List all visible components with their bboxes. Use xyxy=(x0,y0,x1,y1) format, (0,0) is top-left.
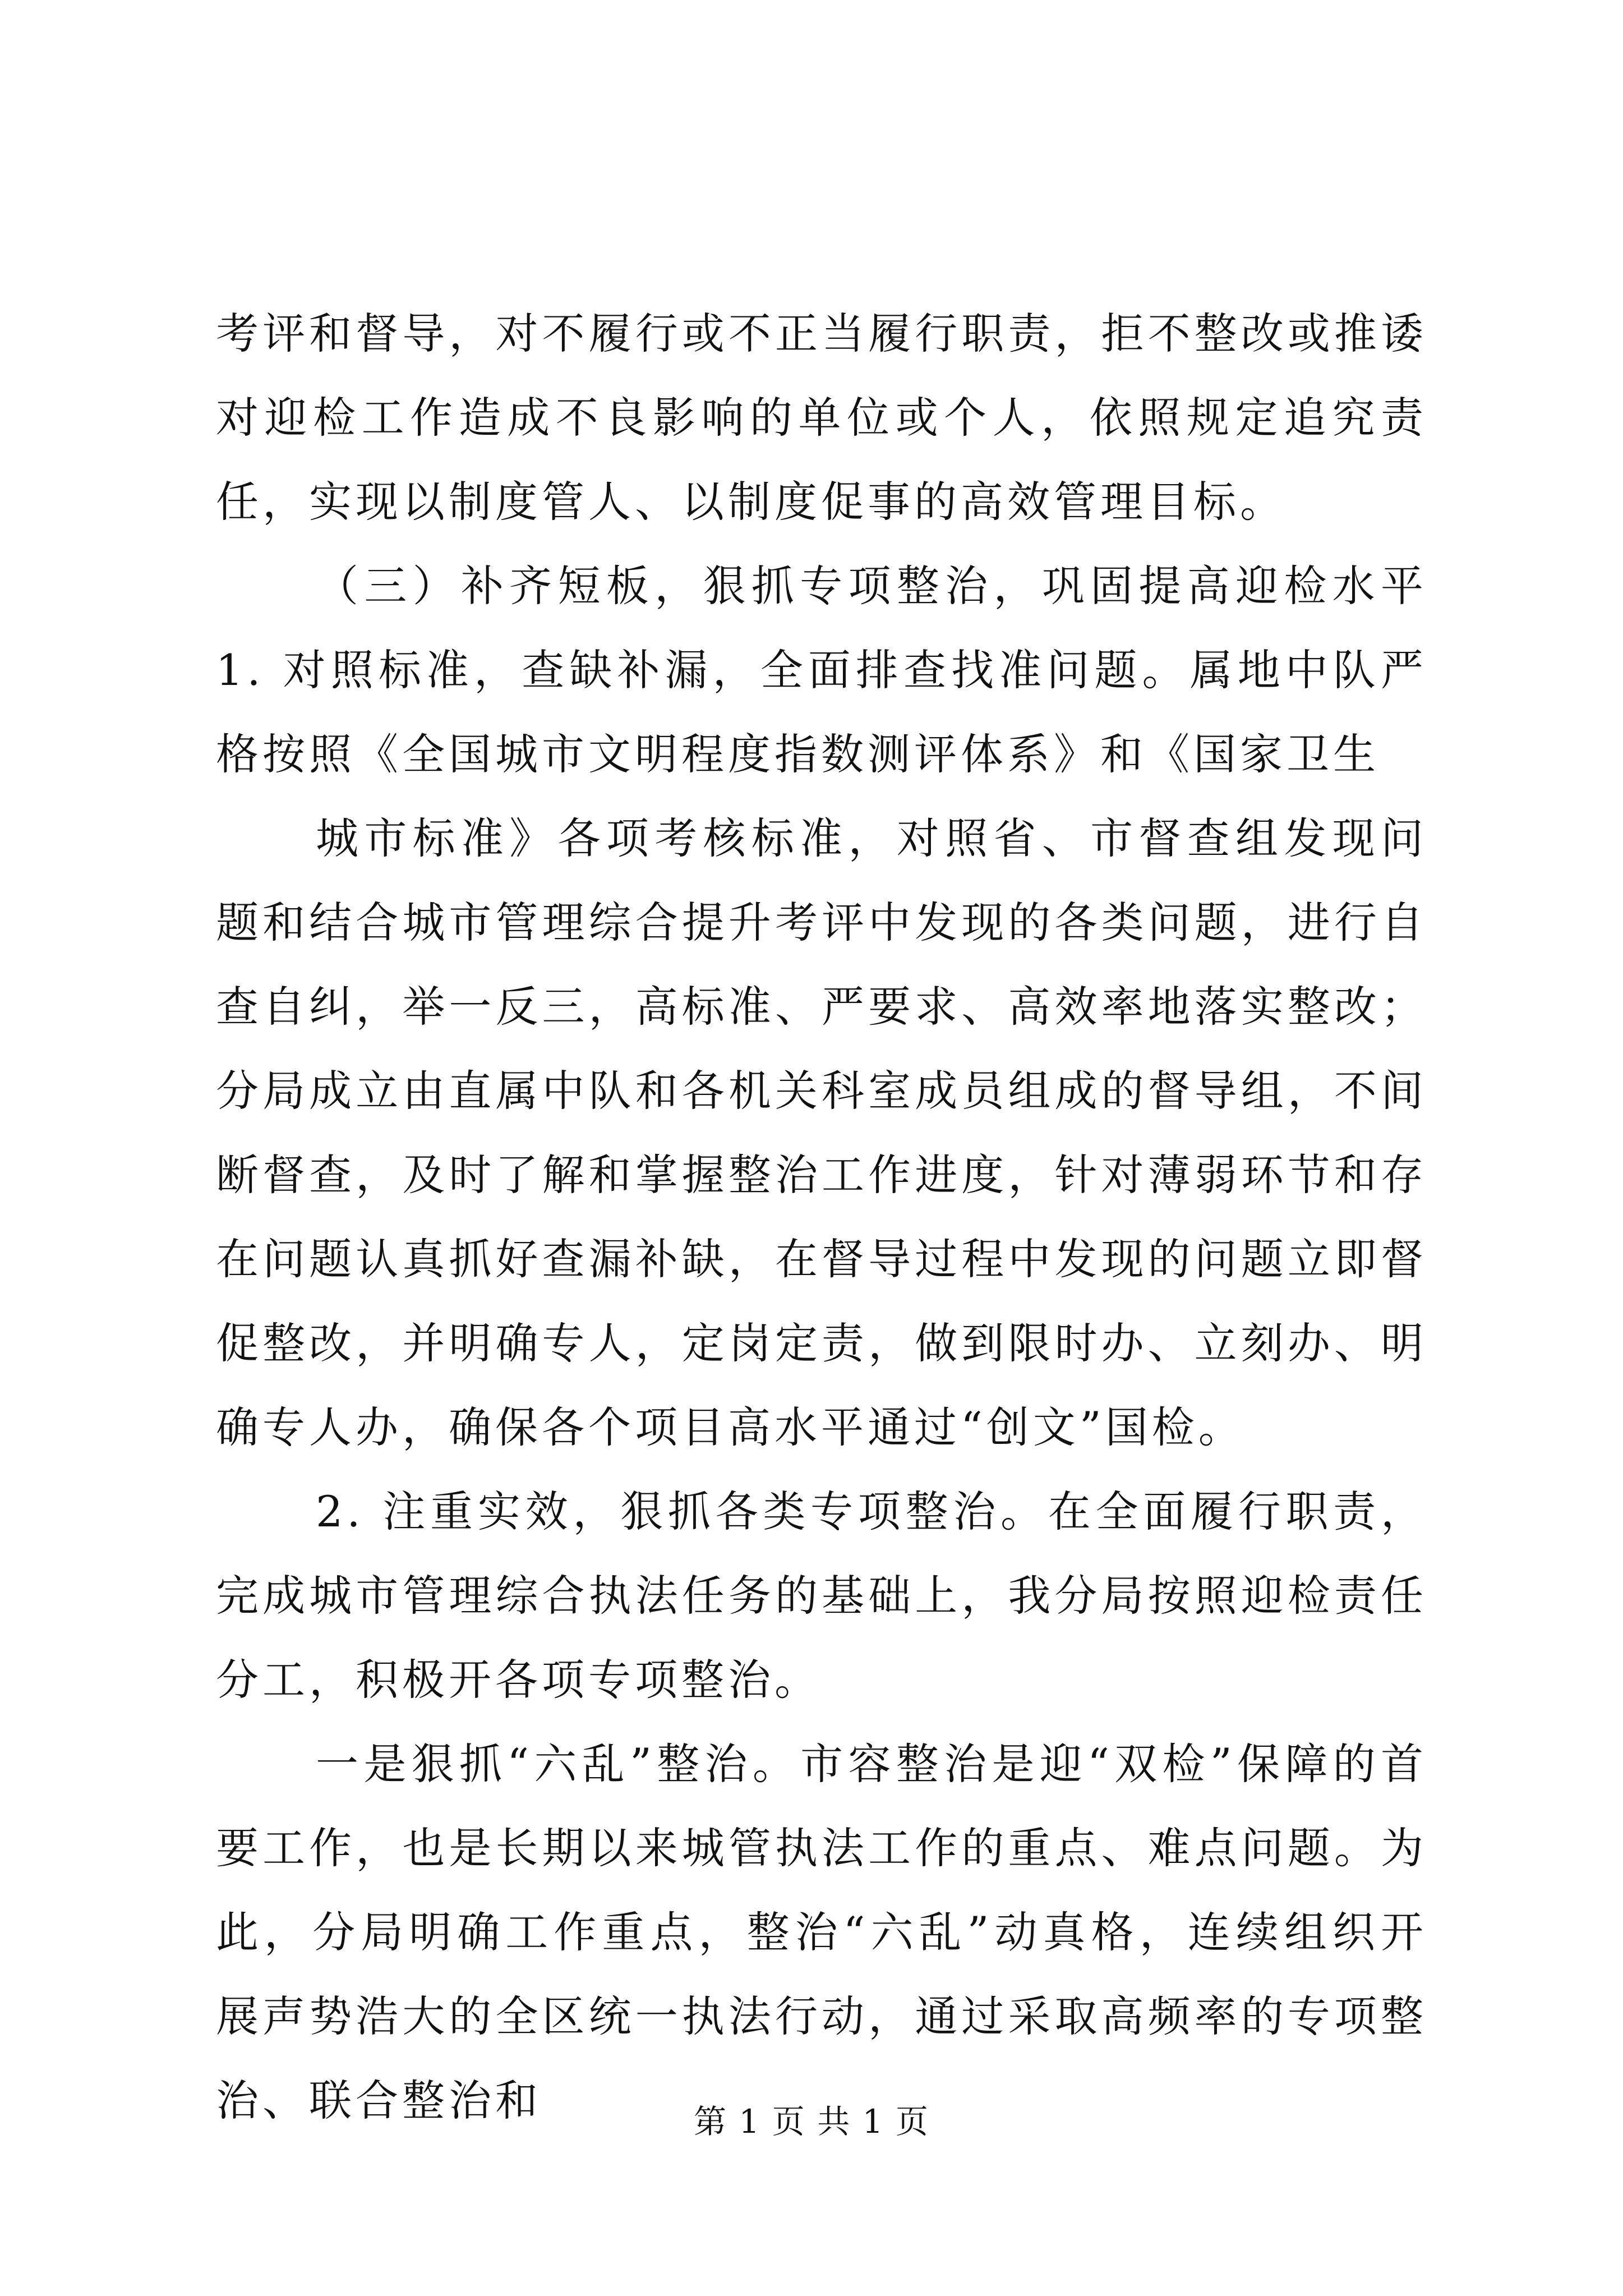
paragraph-1: 考评和督导，对不履行或不正当履行职责，拒不整改或推诿对迎检工作造成不良影响的单位或个人，依照规定追究责任，实现以制度管人、以制度促事的高效管理目标。 xyxy=(216,309,1427,527)
paragraph-2: （三）补齐短板，狠抓专项整治，巩固提高迎检水平 1. 对照标准，查缺补漏，全面排查找准问题。属地中队严格按照《全国城市文明程度指数测评体系》和《国家卫生 xyxy=(216,561,1427,779)
paragraph-4: 2. 注重实效，狠抓各类专项整治。在全面履行职责，完成城市管理综合执法任务的基础上，我分局按照迎检责任分工，积极开各项专项整治。 xyxy=(216,1487,1427,1705)
paragraph-3: 城市标准》各项考核标准，对照省、市督查组发现问题和结合城市管理综合提升考评中发现的各类问题，进行自查自纠，举一反三，高标准、严要求、高效率地落实整改；分局成立由直属中队和各机关科室成员组成的督导组，不间断督查，及时了解和掌握整治工作进度，针对薄弱环节和存在问题认真抓好查漏补缺，在督导过程中发现的问题立即督促整改，并明确专人，定岗定责，做到限时办、立刻办、明确专人办，确保各个项目高水平通过“创文”国检。 xyxy=(216,813,1427,1452)
page-number-footer: 第 1 页 共 1 页 xyxy=(694,2102,929,2141)
document-body xyxy=(216,292,1427,2143)
paragraph-5: 一是狠抓“六乱”整治。市容整治是迎“双检”保障的首要工作，也是长期以来城管执法工作的重点、难点问题。为此，分局明确工作重点，整治“六乱”动真格，连续组织开展声势浩大的全区统一执法行动，通过采取高频率的专项整治、联合整治和 xyxy=(216,1739,1427,2125)
